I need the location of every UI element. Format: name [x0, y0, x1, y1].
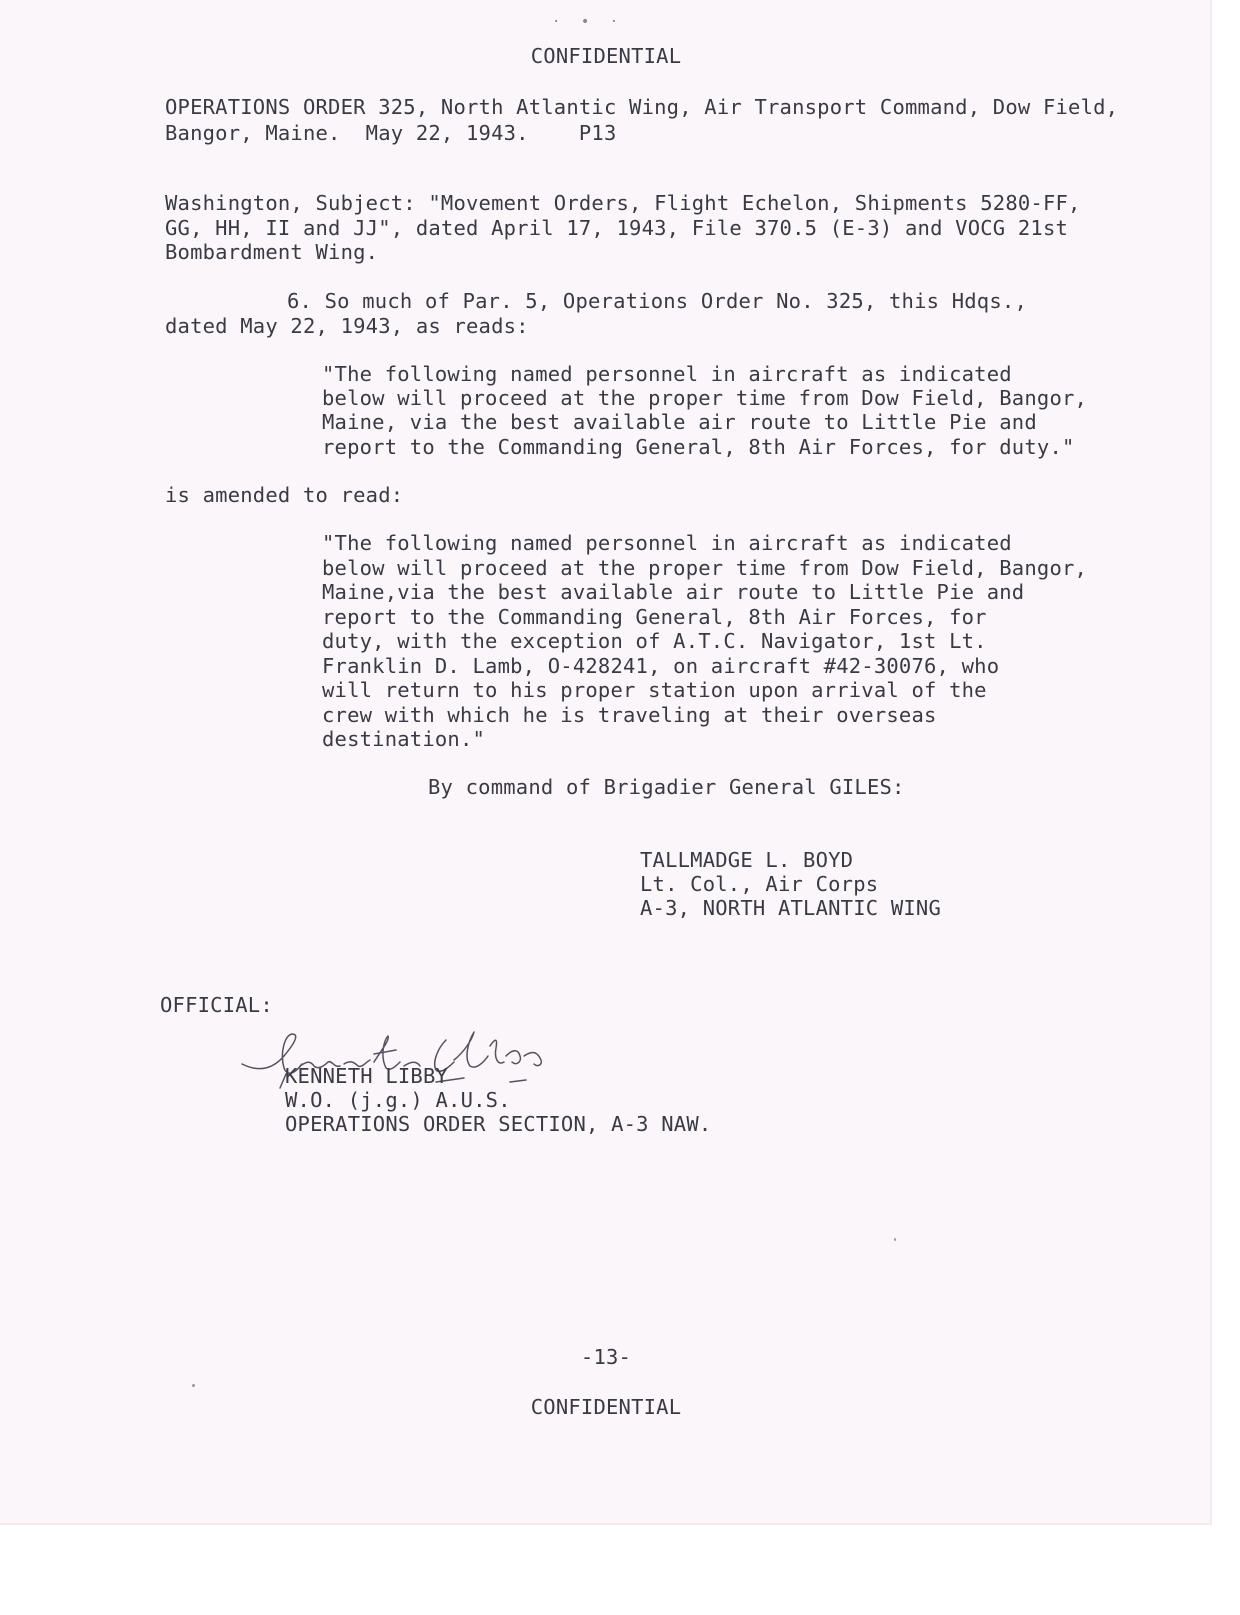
original-text-line-1: "The following named personnel in aircraft as indicated	[322, 362, 1012, 386]
original-text-line-4: report to the Commanding General, 8th Air Forces, for duty."	[322, 435, 1075, 459]
footer-classification: CONFIDENTIAL	[530, 1395, 682, 1419]
amended-text-line-1: "The following named personnel in aircraft as indicated	[322, 531, 1012, 555]
header-mark: · • ·	[552, 14, 625, 30]
amended-text-line-2: below will proceed at the proper time from Dow Field, Bangor,	[322, 556, 1088, 580]
reference-line-3: Bombardment Wing.	[165, 240, 379, 264]
command-line: By command of Brigadier General GILES:	[428, 775, 905, 799]
heading-line-1: OPERATIONS ORDER 325, North Atlantic Wing, Air Transport Command, Dow Field,	[165, 95, 1119, 119]
paper-speck	[894, 1238, 896, 1241]
amend-label: is amended to read:	[165, 483, 404, 507]
signatory-rank: Lt. Col., Air Corps	[640, 872, 879, 896]
signatory-position: A-3, NORTH ATLANTIC WING	[640, 896, 942, 920]
official-rank: W.O. (j.g.) A.U.S.	[285, 1088, 511, 1112]
amended-text-line-3: Maine,via the best available air route to Little Pie and	[322, 580, 1025, 604]
official-section: OPERATIONS ORDER SECTION, A-3 NAW.	[285, 1112, 712, 1136]
original-text-line-3: Maine, via the best available air route to Little Pie and	[322, 410, 1037, 434]
original-text-line-2: below will proceed at the proper time from Dow Field, Bangor,	[322, 386, 1088, 410]
paper-speck	[192, 1384, 195, 1387]
official-label: OFFICIAL:	[160, 993, 273, 1017]
page-number: -13-	[580, 1345, 632, 1369]
amended-text-line-5: duty, with the exception of A.T.C. Navigator, 1st Lt.	[322, 629, 987, 653]
amended-text-line-4: report to the Commanding General, 8th Air Forces, for	[322, 605, 987, 629]
amended-text-line-6: Franklin D. Lamb, O-428241, on aircraft #42-30076, who	[322, 654, 1000, 678]
heading-line-2: Bangor, Maine. May 22, 1943. P13	[165, 121, 617, 145]
amended-text-line-8: crew with which he is traveling at their overseas	[322, 703, 937, 727]
amended-text-line-7: will return to his proper station upon arrival of the	[322, 678, 987, 702]
official-name: KENNETH LIBBY	[285, 1064, 449, 1088]
paragraph-6-line-2: dated May 22, 1943, as reads:	[165, 314, 529, 338]
amended-text-line-9: destination."	[322, 727, 486, 751]
reference-line-2: GG, HH, II and JJ", dated April 17, 1943, File 370.5 (E-3) and VOCG 21st	[165, 216, 1069, 240]
paragraph-6-line-1: 6. So much of Par. 5, Operations Order No. 325, this Hdqs.,	[287, 289, 1027, 313]
header-classification: CONFIDENTIAL	[530, 44, 682, 68]
reference-line-1: Washington, Subject: "Movement Orders, Flight Echelon, Shipments 5280-FF,	[165, 191, 1081, 215]
signatory-name: TALLMADGE L. BOYD	[640, 848, 854, 872]
